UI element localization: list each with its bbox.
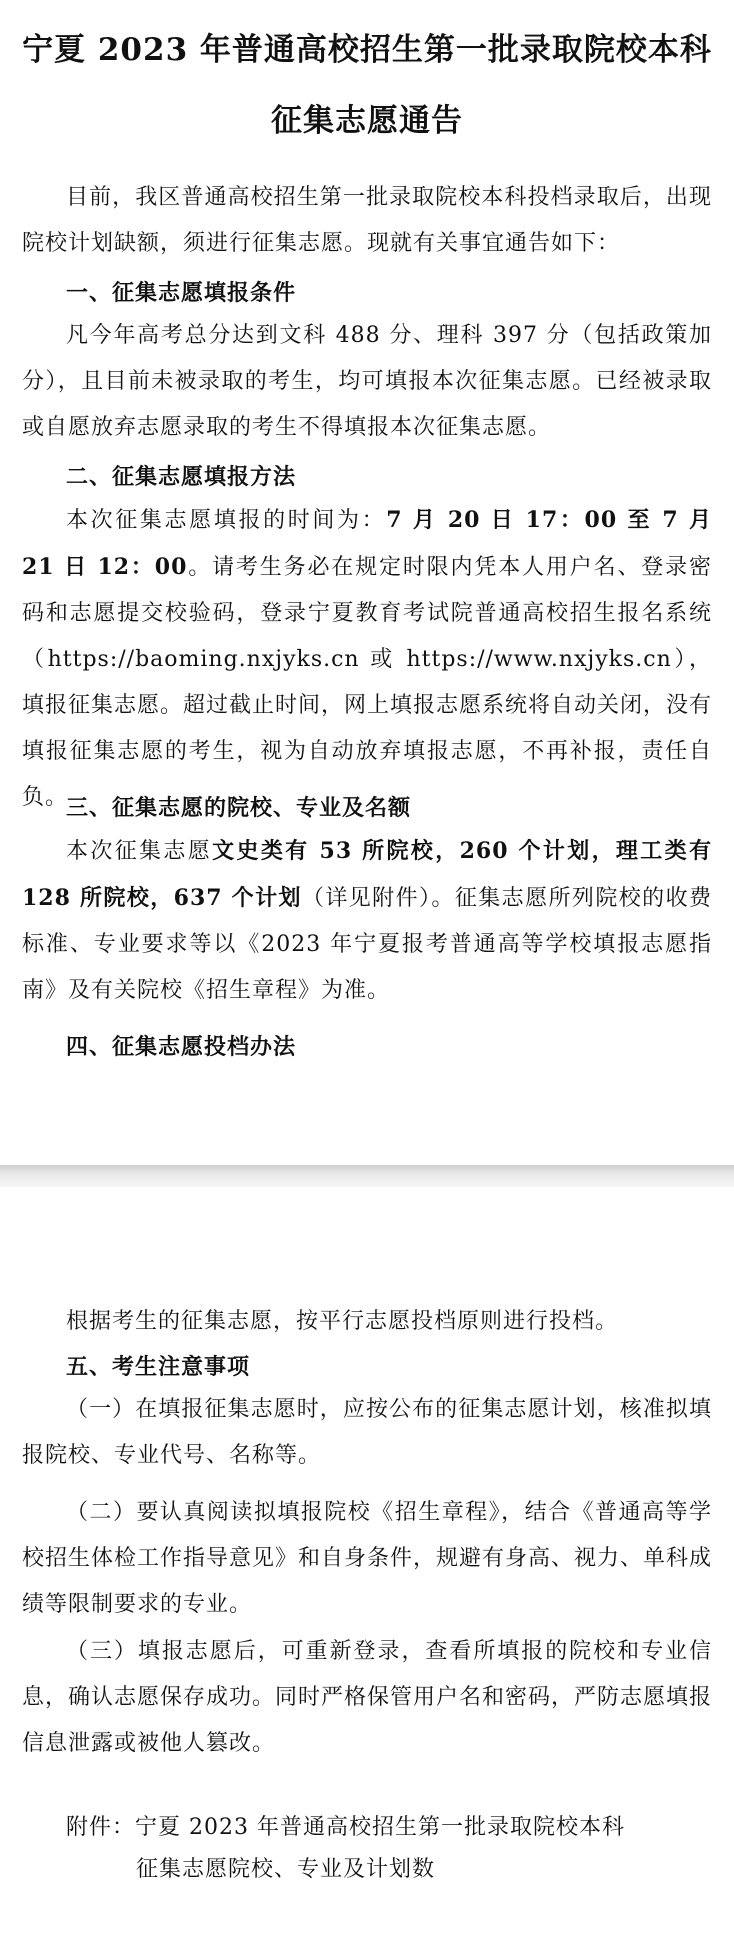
section2-heading: 二、征集志愿填报方法 [66, 464, 297, 490]
section3-lead: 本次征集志愿 [66, 839, 213, 864]
section2-rest: 。请考生务必在规定时限内凭本人用户名、登录密码和志愿提交校验码，登录宁夏教育考试院普通高校招生报名系统（https://baoming.nxjyks.cn 或 https://www.nxjyks.cn），填报征集志愿。超过截止时间，网上填报志愿系统将自动关闭，没有填报征集志愿的考生，视为自动放弃填报志愿，不再补报，责任自负。 [22, 555, 713, 810]
quota-summary: 文史类有 53 所院校，260 个计划，理工类有 128 所院校，637 个计划 [22, 838, 712, 911]
page-break [0, 1165, 734, 1187]
section3-rest: （详见附件）。征集志愿所列院校的收费标准、专业要求等以《2023 年宁夏报考普通高等学校填报志愿指南》及有关院校《招生章程》为准。 [22, 886, 712, 1003]
attachment-title: 宁夏 2023 年普通高校招生第一批录取院校本科 [135, 1815, 625, 1840]
section5-heading: 五、考生注意事项 [66, 1354, 251, 1380]
section3-paragraph [22, 828, 712, 1014]
section2-paragraph [22, 497, 712, 821]
notice-item-1: （一）在填报征集志愿时，应按公布的征集志愿计划，核准拟填报院校、专业代号、名称等。 [22, 1397, 712, 1468]
intro-paragraph: 目前，我区普通高校招生第一批录取院校本科投档录取后，出现院校计划缺额，须进行征集志愿。现就有关事宜通告如下： [22, 185, 712, 256]
attachment-line1 [66, 1805, 625, 1851]
section1-heading: 一、征集志愿填报条件 [66, 280, 297, 306]
section1-paragraph: 凡今年高考总分达到文科 488 分、理科 397 分（包括政策加分），且目前未被录取的考生，均可填报本次征集志愿。已经被录取或自愿放弃志愿录取的考生不得填报本次征集志愿。 [22, 323, 712, 440]
section4-heading: 四、征集志愿投档办法 [66, 1034, 297, 1060]
document-title: 宁夏 2023 年普通高校招生第一批录取院校本科 [22, 32, 712, 68]
section2-lead: 本次征集志愿填报的时间为： [66, 508, 387, 533]
submission-time: 7 月 20 日 17：00 至 7 月 21 日 12：00 [22, 507, 712, 580]
document-subtitle: 征集志愿通告 [271, 103, 463, 139]
attachment-line2: 征集志愿院校、专业及计划数 [136, 1857, 436, 1882]
section3-heading: 三、征集志愿的院校、专业及名额 [66, 795, 412, 821]
notice-item-2: （二）要认真阅读拟填报院校《招生章程》，结合《普通高等学校招生体检工作指导意见》和自身条件，规避有身高、视力、单科成绩等限制要求的专业。 [22, 1500, 713, 1617]
notice-item-3: （三）填报志愿后，可重新登录，查看所填报的院校和专业信息，确认志愿保存成功。同时严格保管用户名和密码，严防志愿填报信息泄露或被他人篡改。 [22, 1639, 713, 1756]
document-page-2 [0, 1187, 734, 1951]
section4-paragraph: 根据考生的征集志愿，按平行志愿投档原则进行投档。 [66, 1309, 619, 1334]
attachment-label: 附件： [66, 1815, 136, 1840]
